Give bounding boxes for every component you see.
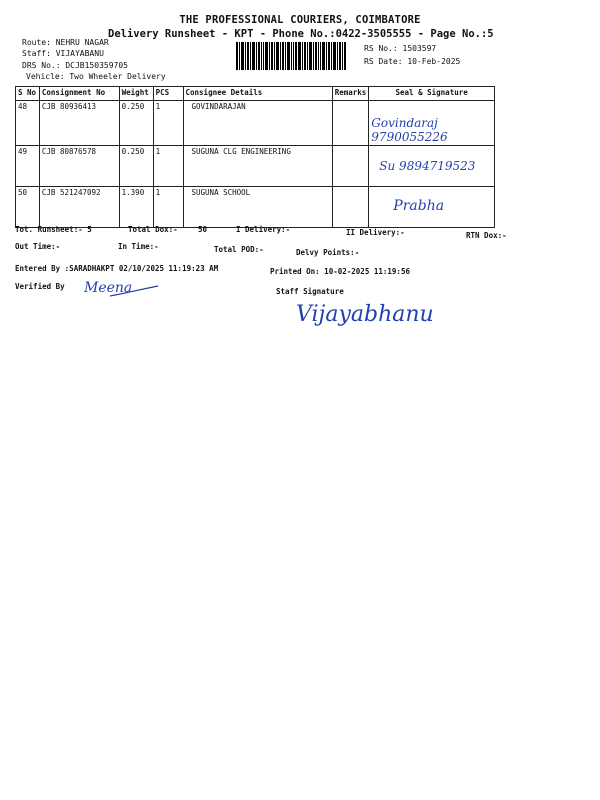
cell-pcs: 1 (153, 187, 183, 228)
cell-signature (369, 187, 495, 228)
delvy-points: Delvy Points:- (296, 248, 360, 257)
total-pod: Total POD:- (214, 245, 264, 254)
col-remarks: Remarks (332, 87, 369, 101)
col-consignee: Consignee Details (183, 87, 332, 101)
cell-sno: 50 (16, 187, 40, 228)
ii-delivery: II Delivery:- (346, 228, 405, 237)
cell-pcs: 1 (153, 146, 183, 187)
staff-signature-label: Staff Signature (276, 287, 344, 296)
cell-consignee: SUGUNA SCHOOL (183, 187, 332, 228)
cell-consignment: CJB 521247092 (39, 187, 119, 228)
cell-remarks (332, 101, 369, 146)
cell-signature (369, 101, 495, 146)
table-row (16, 101, 495, 146)
rs-number: RS No.: 1503597 (364, 44, 437, 53)
cell-weight: 1.390 (119, 187, 153, 228)
cell-pcs: 1 (153, 101, 183, 146)
printed-on: Printed On: 10-02-2025 11:19:56 (270, 267, 410, 276)
in-time: In Time:- (118, 242, 159, 251)
col-weight: Weight (119, 87, 153, 101)
col-signature: Seal & Signature (369, 87, 495, 101)
table-header-row (16, 87, 495, 101)
cell-remarks (332, 187, 369, 228)
signature-1: Govindaraj 9790055226 (371, 116, 448, 144)
table-row (16, 146, 495, 187)
route-text: Route: NEHRU NAGAR (22, 38, 109, 47)
cell-sno: 49 (16, 146, 40, 187)
total-dox-label: Total Dox:- (128, 225, 178, 234)
out-time: Out Time:- (15, 242, 61, 251)
cell-remarks (332, 146, 369, 187)
total-dox-value: 50 (198, 225, 208, 234)
cell-weight: 0.250 (119, 146, 153, 187)
rs-date: RS Date: 10-Feb-2025 (364, 57, 461, 66)
drs-number: DRS No.: DCJB150359705 (22, 61, 128, 70)
col-consignment: Consignment No (39, 87, 119, 101)
i-delivery: I Delivery:- (236, 225, 291, 234)
tot-runsheet: Tot. Runsheet:- 5 (15, 225, 92, 234)
cell-consignment: CJB 80936413 (39, 101, 119, 146)
rtn-dox: RTN Dox:- (466, 231, 507, 240)
table-row (16, 187, 495, 228)
barcode (236, 42, 346, 70)
verified-signature-stroke (108, 284, 160, 300)
entered-by: Entered By :SARADHAKPT 02/10/2025 11:19:23 AM (15, 264, 219, 273)
cell-consignee: GOVINDARAJAN (183, 101, 332, 146)
delivery-table (15, 86, 495, 228)
staff-text: Staff: VIJAYABANU (22, 49, 104, 58)
verified-signature: Meena (84, 280, 133, 296)
signature-2: Su 9894719523 (379, 159, 476, 173)
col-pcs: PCS (153, 87, 183, 101)
verified-by-label: Verified By (15, 282, 65, 291)
cell-signature (369, 146, 495, 187)
staff-signature: Vijayabhanu (296, 302, 434, 327)
col-sno: S No (16, 87, 40, 101)
runsheet-subtitle: Delivery Runsheet - KPT - Phone No.:0422-3505555 - Page No.:5 (108, 28, 494, 40)
company-title: THE PROFESSIONAL COURIERS, COIMBATORE (179, 14, 421, 26)
cell-sno: 48 (16, 101, 40, 146)
cell-consignment: CJB 80876578 (39, 146, 119, 187)
signature-3: Prabha (393, 198, 445, 214)
cell-weight: 0.250 (119, 101, 153, 146)
cell-consignee: SUGUNA CLG ENGINEERING (183, 146, 332, 187)
vehicle-text: Vehicle: Two Wheeler Delivery (26, 72, 166, 81)
